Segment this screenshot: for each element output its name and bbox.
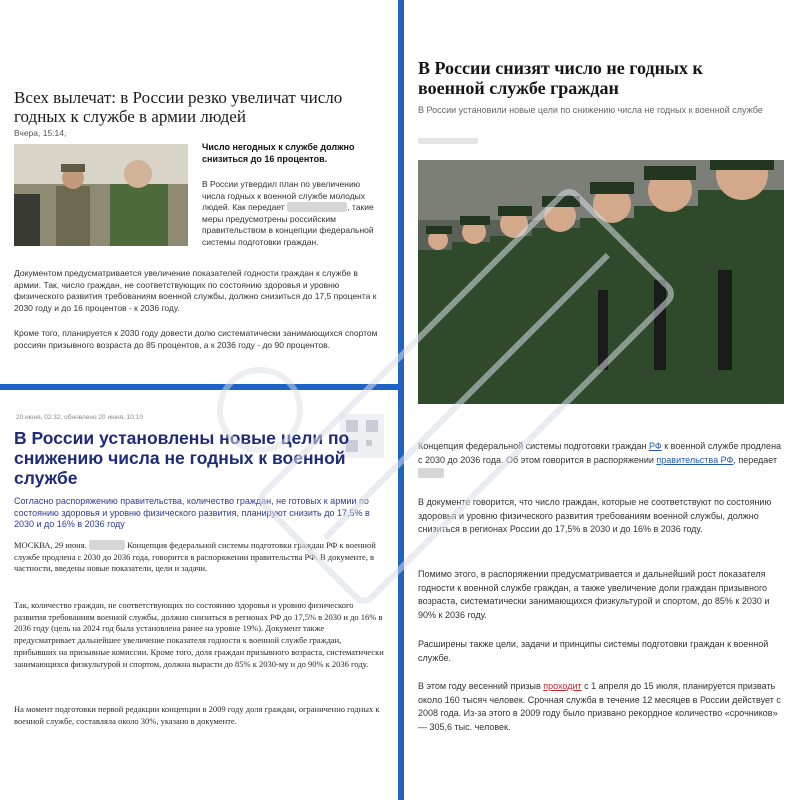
link-conscription[interactable]: проходит: [543, 681, 582, 691]
redacted-author: [418, 138, 478, 144]
soldiers-in-formation-photo: [418, 160, 784, 404]
panel-divider-vertical: [398, 0, 404, 800]
article-paragraph: МОСКВА, 29 июня. Концепция федеральной системы подготовки граждан РФ к военной службе продлена с 2030 до 2036 года, говорится в распоряжении правительства РФ. В документе, в частности, введены новые показатели, цели и задачи.: [14, 540, 376, 574]
article-panel-right: [404, 0, 800, 800]
article-paragraph: В России утвердил план по увеличению числа годных к военной службе молодых людей. Как передает , такие меры предусмотрены российским правительством в концепции федеральной системы подготовки граждан.: [202, 179, 374, 247]
redacted-source: [89, 540, 125, 550]
article-paragraph: Кроме того, планируется к 2030 году довести долю систематически занимающихся спортом россиян призывного возраста до 85 процентов, а к 2036 году - до 90 процентов.: [14, 328, 378, 350]
article-panel-bottom-left: [0, 390, 398, 800]
article-paragraph: Документом предусматривается увеличение показателей годности граждан к службе в армии. Так, число граждан, не соответствующих по состоянию здоровья и уровню физического развития требованиям военной службы, должно снизиться до 17,5 процента к 2030 году и до 16 процентов - к 2036 году.: [14, 268, 377, 313]
article-subtitle: Согласно распоряжению правительства, количество граждан, не готовых к армии по состоянию здоровья и уровню физического развития, планируют снизить до 17,5% в 2030 и до 16% в 2036 году: [14, 496, 370, 529]
link-rf[interactable]: РФ: [648, 441, 662, 451]
article-panel-top-left: [0, 0, 398, 384]
article-timestamp: Вчера, 15:14,: [14, 128, 67, 138]
article-paragraph: В документе говорится, что число граждан, которые не соответствуют по состоянию здоровья и уровню физического развития требованиям военной службы, должно снизиться в регионах России до 17,5% в 2030 и до 16% в 2036 году.: [418, 497, 772, 534]
article-paragraph: Так, количество граждан, не соответствующих по состоянию здоровья и уровню физического развития требованиям военной службы, должно снизиться в регионах РФ до 17,5% в 2030 и до 16% в 2036 году (цель на 2024 год была установлена ранее на уровне 19%). Документ также предусматривает дальнейшее увеличение показателя годности к военной службе граждан, прибывших на призывные комиссии. Кроме того, доля граждан призывного возраста, систематически занимающихся физкультурой и спортом, должна вырасти до 85% к 2030-му и до 90% к 2036 году.: [14, 600, 384, 669]
article-paragraph: Помимо этого, в распоряжении предусматривается и дальнейший рост показателя годности к военной службе граждан, а также увеличение доли граждан призывного возраста, систематически занимающихся физкультурой и спортом, до 85% к 2030 и 90% к 2036 году.: [418, 569, 770, 620]
article-paragraph: В этом году весенний призыв проходит с 1 апреля до 15 июля, планируется призвать около 160 тысяч человек. Срочная служба в течение 12 месяцев в России действует с 2008 года. Из-за этого в 2009 году было призвано рекордное количество «срочников» — 305,6 тыс. человек.: [418, 681, 781, 732]
panel-divider-horizontal: [0, 384, 398, 390]
redacted-source: [287, 202, 347, 212]
article-paragraph: Расширены также цели, задачи и принципы системы подготовки граждан к военной службе.: [418, 639, 769, 663]
article-paragraph: Концепция федеральной системы подготовки граждан РФ к военной службе продлена с 2030 до 2036 года. Об этом говорится в распоряжении правительства РФ, передает: [418, 440, 786, 481]
article-timestamp: 20 июня, 02:32, обновлено 20 июня, 10:10: [16, 414, 143, 421]
redacted-source: [418, 468, 444, 478]
article-paragraph: На момент подготовки первой редакции концепции в 2009 году доля граждан, ограниченно годных к военной службе, составляла около 30%, указано в документе.: [14, 704, 380, 726]
article-lede: Число негодных к службе должно снизиться до 16 процентов.: [202, 142, 355, 164]
article-headline[interactable]: В России снизят число не годных к военной службе граждан: [418, 58, 703, 98]
soldiers-photo: [14, 144, 188, 246]
article-subtitle: В России установили новые цели по снижению числа не годных к военной службе: [418, 105, 763, 115]
article-headline[interactable]: В России установлены новые цели по снижению числа не годных к военной службе: [14, 428, 350, 488]
article-headline[interactable]: Всех вылечат: в России резко увеличат число годных к службе в армии людей: [14, 88, 343, 126]
link-government[interactable]: правительства РФ: [656, 454, 734, 465]
